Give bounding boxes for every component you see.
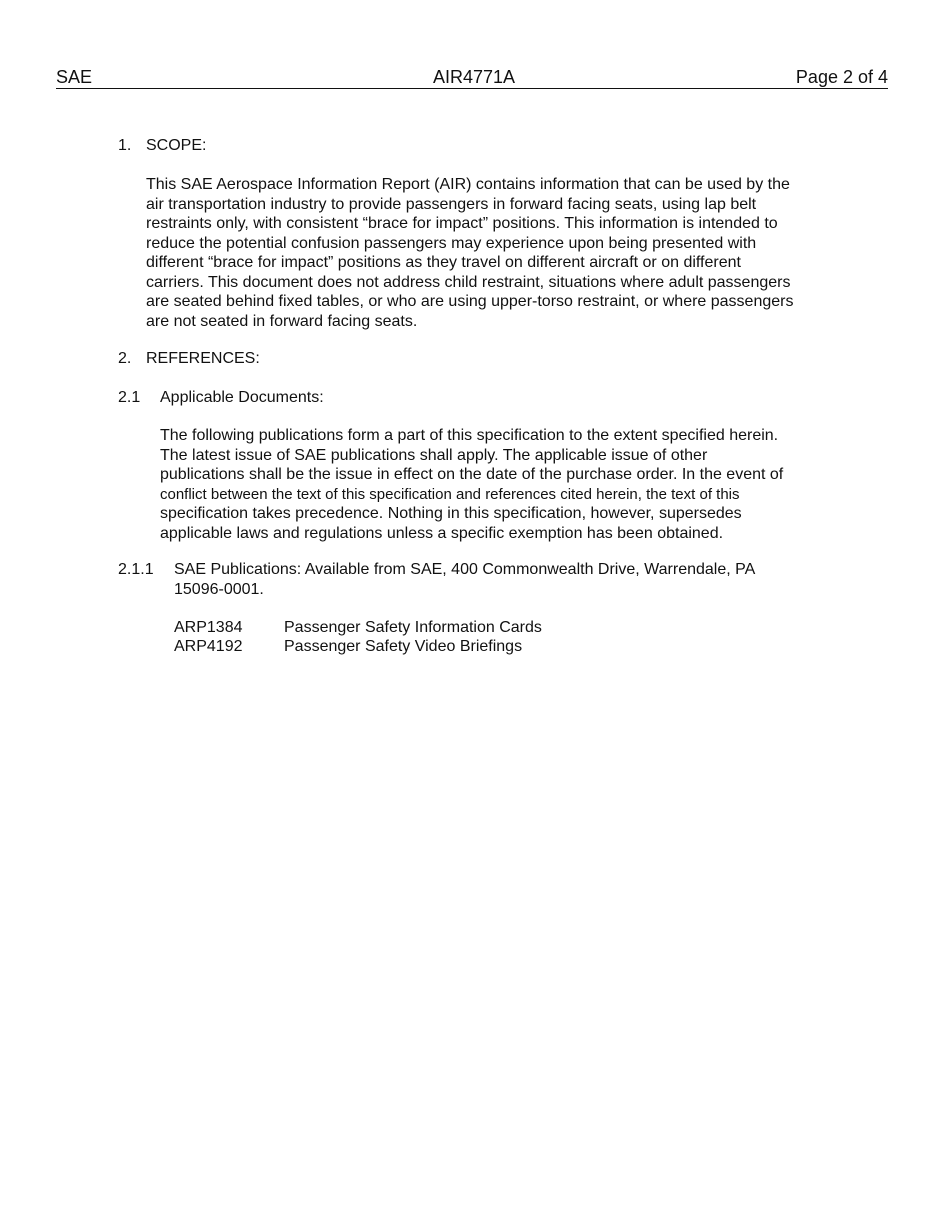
section-1-title: SCOPE: <box>146 137 207 154</box>
applicable-documents-paragraph <box>160 426 783 543</box>
paragraph-line: specification takes precedence. Nothing in this specification, however, supersedes <box>160 505 742 522</box>
section-2-number: 2. <box>118 350 132 367</box>
reference-row <box>174 618 542 638</box>
paragraph-line: are not seated in forward facing seats. <box>146 312 418 330</box>
paragraph-line: reduce the potential confusion passengers may experience upon being presented with <box>146 234 757 252</box>
paragraph-line: 15096-0001. <box>174 580 264 598</box>
reference-row <box>174 637 522 657</box>
section-2-1-1-number: 2.1.1 <box>118 561 154 578</box>
section-2-1-number: 2.1 <box>118 389 141 406</box>
reference-title: Passenger Safety Information Cards <box>284 619 542 636</box>
header-page-number: Page 2 of 4 <box>795 67 888 87</box>
reference-code: ARP1384 <box>174 619 243 636</box>
paragraph-line: carriers. This document does not address child restraint, situations where adult passengers <box>146 273 791 291</box>
paragraph-line: are seated behind fixed tables, or who are using upper-torso restraint, or where passengers <box>146 293 794 310</box>
paragraph-line: restraints only, with consistent “brace for impact” positions. This information is intended to <box>146 215 778 232</box>
paragraph-line: This SAE Aerospace Information Report (AIR) contains information that can be used by the <box>146 176 790 193</box>
reference-code: ARP4192 <box>174 638 243 655</box>
header-org: SAE <box>56 67 93 87</box>
paragraph-line: air transportation industry to provide passengers in forward facing seats, using lap belt <box>146 195 757 213</box>
section-2-title: REFERENCES: <box>146 350 260 367</box>
scope-paragraph <box>146 175 793 331</box>
section-1-number: 1. <box>118 137 132 154</box>
sae-publications-paragraph <box>174 560 755 599</box>
section-2-1-title: Applicable Documents: <box>160 389 324 406</box>
paragraph-line: The latest issue of SAE publications shall apply. The applicable issue of other <box>160 446 708 464</box>
page-header <box>56 66 888 89</box>
header-doc-number: AIR4771A <box>433 67 516 87</box>
paragraph-line: The following publications form a part of this specification to the extent specified herein. <box>160 427 779 444</box>
paragraph-line: conflict between the text of this specification and references cited herein, the text of this <box>160 485 740 503</box>
paragraph-line: publications shall be the issue in effect on the date of the purchase order. In the event of <box>160 466 784 483</box>
paragraph-line: different “brace for impact” positions as they travel on different aircraft or on different <box>146 254 741 271</box>
reference-title: Passenger Safety Video Briefings <box>284 638 523 655</box>
paragraph-line: SAE Publications: Available from SAE, 400 Commonwealth Drive, Warrendale, PA <box>174 561 756 578</box>
paragraph-line: applicable laws and regulations unless a specific exemption has been obtained. <box>160 524 724 542</box>
